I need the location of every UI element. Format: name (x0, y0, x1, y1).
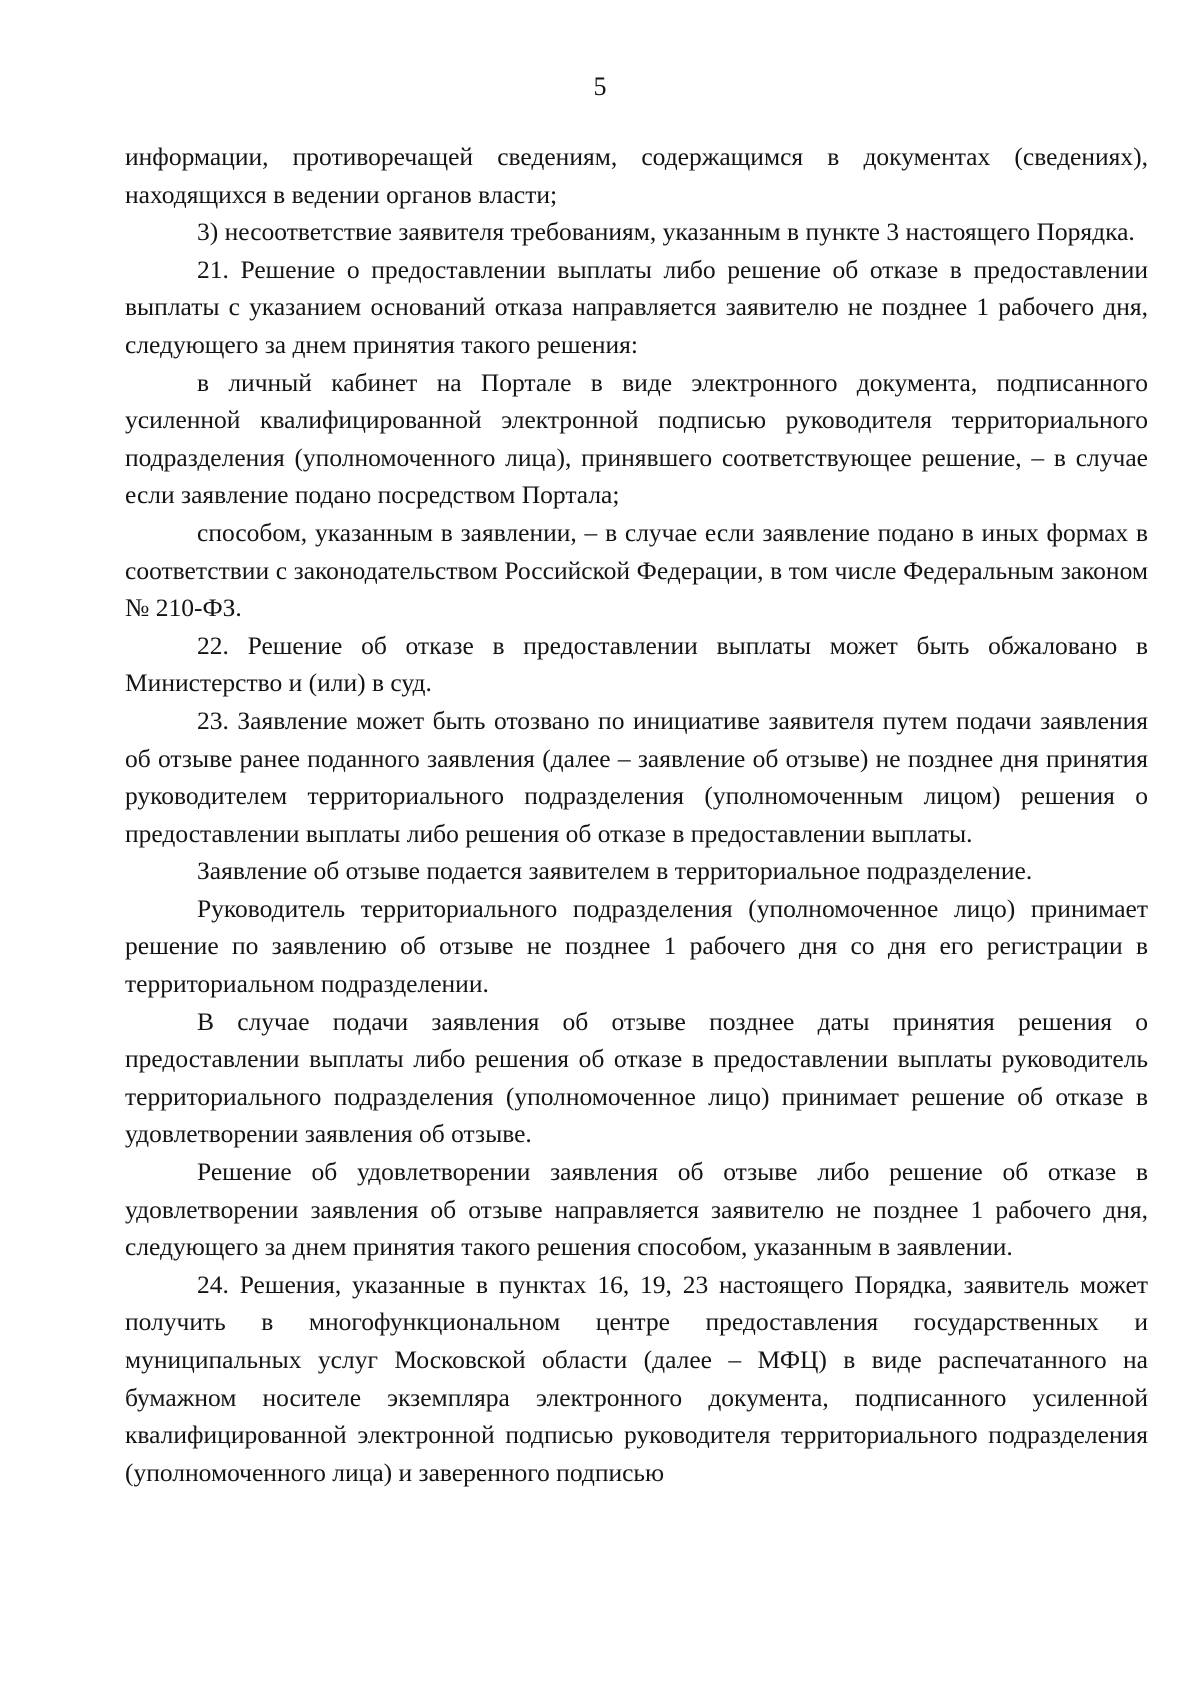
paragraph-21-other-forms: способом, указанным в заявлении, – в случае если заявление подано в иных формах в соответствии с законодательством Российской Федерации, в том числе Федеральным законом № 210-ФЗ. (125, 517, 1148, 623)
paragraph-21: 21. Решение о предоставлении выплаты либо решение об отказе в предоставлении выплаты с указанием оснований отказа направляется заявителю не позднее 1 рабочего дня, следующего за днем принятия такого решения: (125, 254, 1148, 359)
paragraph-24: 24. Решения, указанные в пунктах 16, 19, 23 настоящего Порядка, заявитель может получить в многофункциональном центре предоставления государственных и муниципальных услуг Московской области (далее – МФЦ) в виде распечатанного на бумажном носителе экземпляра электронного документа, подписанного усиленной квалифицированной электронной подписью руководителя территориального подразделения (уполномоченного лица) и заверенного подписью (125, 1269, 1148, 1487)
paragraph-22: 22. Решение об отказе в предоставлении выплаты может быть обжаловано в Министерство и (или) в суд. (125, 630, 1148, 698)
paragraph-23-head-decision: Руководитель территориального подразделения (уполномоченное лицо) принимает решение по заявлению об отзыве не позднее 1 рабочего дня со дня его регистрации в территориальном подразделении. (125, 893, 1148, 999)
paragraph-21-portal: в личный кабинет на Портале в виде электронного документа, подписанного усиленной квалифицированной электронной подписью руководителя территориального подразделения (уполномоченного лица), принявшего соответствующее решение, – в случае если заявление подано посредством Портала; (125, 367, 1148, 510)
paragraph-continuation: информации, противоречащей сведениям, содержащимся в документах (сведениях), находящихся в ведении органов власти; (125, 142, 1148, 209)
page-number: 5 (593, 72, 607, 101)
document-body (125, 138, 1148, 1491)
paragraph-23: 23. Заявление может быть отозвано по инициативе заявителя путем подачи заявления об отзыве ранее поданного заявления (далее – заявление об отзыве) не позднее дня принятия руководителем территориального подразделения (уполномоченным лицом) решения о предоставлении выплаты либо решения об отказе в предоставлении выплаты. (125, 705, 1148, 848)
paragraph-23-submission: Заявление об отзыве подается заявителем в территориальное подразделение. (197, 856, 1033, 886)
paragraph-23-late-withdrawal: В случае подачи заявления об отзыве позднее даты принятия решения о предоставлении выплаты либо решения об отказе в предоставлении выплаты руководитель территориального подразделения (уполномоченное лицо) принимает решение об отказе в удовлетворении заявления об отзыве. (125, 1006, 1148, 1149)
paragraph-item-3: 3) несоответствие заявителя требованиям, указанным в пункте 3 настоящего Порядка. (197, 217, 1135, 247)
paragraph-23-notification: Решение об удовлетворении заявления об отзыве либо решение об отказе в удовлетворении заявления об отзыве направляется заявителю не позднее 1 рабочего дня, следующего за днем принятия такого решения способом, указанным в заявлении. (125, 1157, 1148, 1262)
